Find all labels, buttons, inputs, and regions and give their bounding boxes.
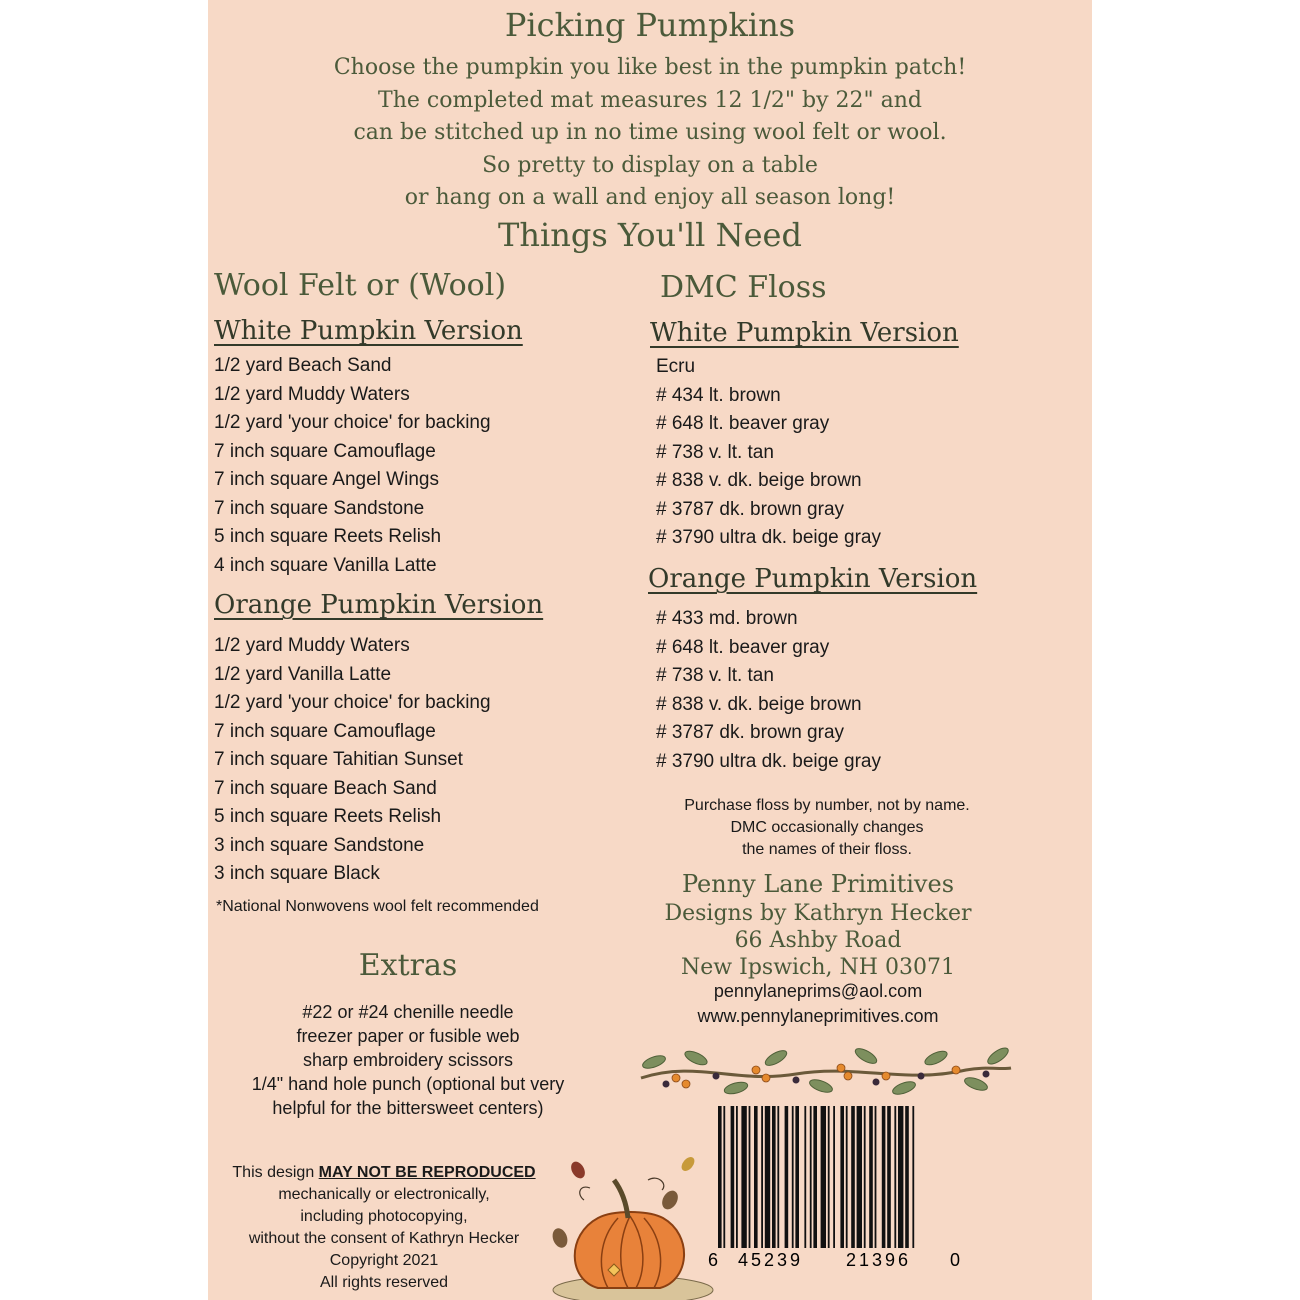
list-item: #22 or #24 chenille needle (302, 1002, 514, 1022)
intro-line: So pretty to display on a table (482, 152, 818, 178)
extras-heading: Extras (358, 948, 458, 983)
list-item: 7 inch square Tahitian Sunset (214, 749, 463, 770)
copyright-line: mechanically or electronically, (278, 1186, 490, 1203)
barcode-bar (846, 1106, 848, 1248)
floss-heading: DMC Floss (660, 270, 827, 305)
list-item: 7 inch square Beach Sand (214, 777, 437, 799)
barcode-bar (898, 1106, 903, 1248)
list-item: 5 inch square Reets Relish (214, 806, 442, 827)
list-item: 1/2 yard Beach Sand (214, 355, 392, 376)
barcode-bar (864, 1106, 866, 1248)
list-item: # 838 v. dk. beige brown (656, 470, 862, 491)
list-item: 3 inch square Black (214, 863, 380, 884)
floss-note-line: Purchase floss by number, not by name. (684, 797, 970, 814)
barcode-bar (777, 1106, 779, 1248)
barcode-right-digit: 0 (950, 1250, 961, 1268)
intro-text (208, 52, 1092, 215)
list-item: # 433 md. brown (656, 608, 798, 629)
floss-white-list (656, 353, 881, 553)
copyright-emphasis: MAY NOT BE REPRODUCED (318, 1164, 536, 1181)
barcode-bar (736, 1106, 738, 1248)
floss-white-heading: White Pumpkin Version (650, 318, 959, 348)
barcode-bar (741, 1106, 746, 1248)
address-line: New Ipswich, NH 03071 (681, 955, 955, 980)
wool-orange-list (214, 632, 491, 889)
barcode-bar (765, 1106, 770, 1248)
intro-line: Choose the pumpkin you like best in the pumpkin patch! (333, 55, 967, 80)
page-title: Picking Pumpkins (504, 6, 796, 44)
list-item: # 434 lt. brown (656, 384, 781, 406)
barcode-group1: 45239 (738, 1250, 804, 1268)
barcode (708, 1106, 963, 1268)
publisher-website: www.pennylaneprimitives.com (697, 1006, 939, 1026)
floss-orange-heading: Orange Pumpkin Version (648, 564, 978, 594)
list-item: Ecru (656, 356, 696, 377)
copyright-line: without the consent of Kathryn Hecker (248, 1230, 520, 1247)
list-item: # 3787 dk. brown gray (656, 722, 845, 743)
list-item: helpful for the bittersweet centers) (272, 1098, 544, 1118)
barcode-bar (840, 1106, 844, 1248)
barcode-bar (912, 1106, 914, 1248)
list-item: # 648 lt. beaver gray (656, 413, 830, 434)
barcode-left-digit: 6 (708, 1250, 719, 1268)
address-line: Designs by Kathryn Hecker (664, 901, 972, 926)
publisher-email: pennylaneprims@aol.com (713, 981, 923, 1001)
wool-white-heading: White Pumpkin Version (214, 316, 523, 346)
copyright-line: All rights reserved (319, 1274, 449, 1291)
barcode-bar (882, 1106, 886, 1248)
barcode-bar (869, 1106, 873, 1248)
barcode-bar (754, 1106, 758, 1248)
barcode-bar (723, 1106, 725, 1248)
barcode-bar (821, 1106, 826, 1248)
list-item: # 838 v. dk. beige brown (656, 693, 862, 715)
extras-list (228, 1000, 588, 1120)
barcode-bar (828, 1106, 830, 1248)
barcode-bar (804, 1106, 806, 1248)
floss-note-line: DMC occasionally changes (730, 819, 924, 836)
list-item: 4 inch square Vanilla Latte (214, 554, 437, 576)
floss-note (652, 795, 1002, 861)
copyright-line: Copyright 2021 (329, 1252, 439, 1269)
barcode-bar (795, 1106, 799, 1248)
bittersweet-vine-illustration (636, 1040, 1016, 1102)
barcode-bar (731, 1106, 735, 1248)
list-item: sharp embroidery scissors (302, 1050, 514, 1070)
list-item: 7 inch square Angel Wings (214, 469, 439, 490)
list-item: 1/2 yard 'your choice' for backing (214, 692, 491, 713)
floss-orange-list (656, 605, 881, 776)
barcode-bar (894, 1106, 896, 1248)
list-item: # 3790 ultra dk. beige gray (656, 750, 881, 772)
barcode-bar (875, 1106, 877, 1248)
list-item: 1/2 yard 'your choice' for backing (214, 412, 491, 433)
intro-line: can be stitched up in no time using wool felt or wool. (353, 120, 947, 145)
list-item: # 3790 ultra dk. beige gray (656, 527, 881, 548)
list-item: 1/2 yard Muddy Waters (214, 383, 410, 405)
barcode-bar (772, 1106, 776, 1248)
address-line: 66 Ashby Road (734, 928, 902, 953)
intro-line: or hang on a wall and enjoy all season long! (404, 185, 896, 210)
list-item: 3 inch square Sandstone (214, 834, 425, 856)
copyright-line (208, 1162, 560, 1184)
floss-note-line: the names of their floss. (742, 841, 912, 858)
wool-note: *National Nonwovens wool felt recommended (216, 898, 539, 915)
wool-orange-heading: Orange Pumpkin Version (214, 590, 544, 620)
list-item: 7 inch square Camouflage (214, 720, 436, 742)
list-item: # 738 v. lt. tan (656, 665, 774, 686)
barcode-bar (857, 1106, 862, 1248)
pumpkin-illustration (538, 1140, 718, 1300)
list-item: 7 inch square Sandstone (214, 497, 425, 519)
list-item: 1/2 yard Muddy Waters (214, 635, 410, 656)
copyright-notice (208, 1162, 560, 1294)
list-item: # 648 lt. beaver gray (656, 636, 830, 658)
list-item: 5 inch square Reets Relish (214, 526, 442, 547)
wool-white-list (214, 352, 491, 580)
pattern-card (208, 0, 1092, 1300)
barcode-bar (905, 1106, 909, 1248)
list-item: # 3787 dk. brown gray (656, 498, 845, 520)
things-heading: Things You'll Need (498, 216, 802, 254)
barcode-bar (792, 1106, 794, 1248)
barcode-bar (761, 1106, 763, 1248)
barcode-group2: 21396 (846, 1250, 912, 1268)
publisher-name: Penny Lane Primitives (681, 870, 955, 898)
barcode-bar (718, 1106, 722, 1248)
barcode-bar (785, 1106, 789, 1248)
barcode-bar (851, 1106, 855, 1248)
list-item: 7 inch square Camouflage (214, 440, 436, 462)
barcode-bar (833, 1106, 835, 1248)
list-item: freezer paper or fusible web (296, 1026, 520, 1046)
barcode-bar (887, 1106, 891, 1248)
copyright-prefix: This design (232, 1164, 319, 1181)
copyright-line: including photocopying, (300, 1208, 468, 1225)
list-item: # 738 v. lt. tan (656, 441, 774, 463)
list-item: 1/2 yard Vanilla Latte (214, 663, 392, 685)
barcode-bar (810, 1106, 812, 1248)
wool-heading: Wool Felt or (Wool) (214, 268, 507, 303)
barcode-bar (749, 1106, 751, 1248)
list-item: 1/4" hand hole punch (optional but very (251, 1074, 565, 1094)
publisher-address (638, 900, 998, 981)
intro-line: The completed mat measures 12 1/2" by 22" and (378, 87, 922, 113)
barcode-bar (813, 1106, 817, 1248)
